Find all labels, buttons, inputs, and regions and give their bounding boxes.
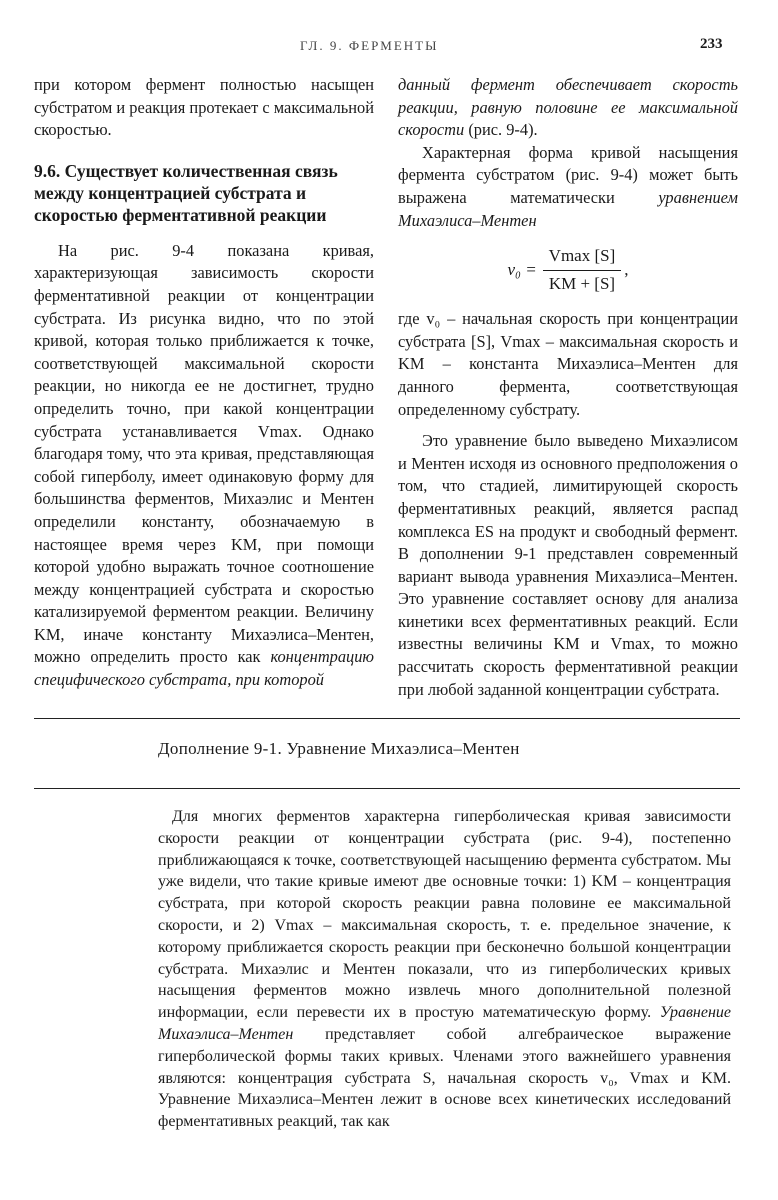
formula-lhs: v₀ = <box>507 259 537 279</box>
page-number: 233 <box>700 36 723 52</box>
section-title: 9.6. Существует количественная связь между концентрацией субстрата и скоростью ферментативной реакции <box>34 160 338 225</box>
running-head: ГЛ. 9. ФЕРМЕНТЫ <box>300 38 439 53</box>
formula-definitions: где v₀ – начальная скорость при концентрации субстрата [S], Vmax – максимальная скорость и KM – константа Михаэлиса–Ментен для данного фермента, соответствующая определенному субстрату. <box>398 309 738 419</box>
left-paragraph-italic: концентрацию специфического субстрата, при которой <box>34 647 374 690</box>
left-column <box>34 74 374 692</box>
supplement-text-part2: представляет собой алгебраическое выражение гиперболической формы таких кривых. Членами этого важнейшего уравнения являются: концентрация субстрата S, начальная скорость v₀, Vmax и KM. Уравнение Михаэлиса–Ментен лежит в основе всех кинетических исследований ферментативных реакций, так как <box>158 1025 731 1131</box>
left-paragraph-text: На рис. 9-4 показана кривая, характеризующая зависимость скорости ферментативной реакции от концентрации субстрата. Из рисунка видно, что по этой кривой, которая только приближается к точке, соответствующей максимальной скорости реакции, но никогда ее не достигнет, трудно определить точно, при какой концентрации субстрата устанавливается Vmax. Однако благодаря тому, что эта кривая, представляющая собой гиперболу, имеет одинаковую форму для большинства ферментов, Михаэлис и Ментен определили константу, обозначаемую в настоящее время через KM, при помощи которой удобно выражать точное соотношение между концентрацией субстрата и скоростью катализируемой ферментом реакции. Величину KM, иначе константу Михаэлиса–Ментен, можно определить просто как <box>34 240 374 667</box>
right-column <box>398 74 738 701</box>
supplement-bottom-rule <box>34 788 740 789</box>
supplement-body <box>158 806 731 1133</box>
supplement-title: Дополнение 9-1. Уравнение Михаэлиса–Ментен <box>158 739 520 758</box>
right-carry-over <box>398 74 738 142</box>
left-paragraph <box>34 240 374 692</box>
right-carry-over-tail: (рис. 9-4). <box>468 120 538 140</box>
supplement-text-part1: Для многих ферментов характерна гиперболическая кривая зависимости скорости реакции от концентрации субстрата (рис. 9-4), постепенно приближающаяся к точке, соответствующей насыщению фермента субстратом. Мы уже видели, что такие кривые имеют две основные точки: 1) KM – концентрация субстрата, при которой скорость реакции равна половине ее максимальной скорости, и 2) Vmax – максимальная скорость, т. е. предельное значение, к которому приближается скорость реакции при бесконечно большой концентрации субстрата. Михаэлис и Ментен показали, что из гиперболических кривых насыщения ферментов можно извлечь много дополнительной полезной информации, если перевести их в простую математическую форму. <box>158 808 731 1022</box>
formula-denominator: KM + [S] <box>548 273 616 293</box>
formula-fraction <box>543 245 622 295</box>
supplement-paragraph <box>158 806 731 1133</box>
formula-intro <box>398 142 738 232</box>
formula-intro-italic: уравнением Михаэлиса–Ментен <box>398 187 738 230</box>
michaelis-menten-formula <box>398 242 738 298</box>
right-carry-over-italic: данный фермент обеспечивает скорость реакции, равную половине ее максимальной скорости <box>398 75 738 140</box>
formula-numerator: Vmax [S] <box>543 245 622 271</box>
left-carry-over: при котором фермент полностью насыщен субстратом и реакция протекает с максимальной скоростью. <box>34 75 374 140</box>
derivation-paragraph: Это уравнение было выведено Михаэлисом и Ментен исходя из основного предположения о том, что стадией, лимитирующей скорость ферментативных реакций, является распад комплекса ES на продукт и свободный фермент. В дополнении 9-1 представлен современный вариант вывода уравнения Михаэлиса–Ментен. Это уравнение составляет основу для анализа кинетики всех ферментативных реакций. Если известны величины KM и Vmax, то можно рассчитать скорость ферментативной реакции при любой заданной концентрации субстрата. <box>398 431 738 699</box>
supplement-italic: Уравнение Михаэлиса–Ментен <box>158 1004 731 1043</box>
formula-intro-text: Характерная форма кривой насыщения фермента субстратом (рис. 9-4) может быть выражена математически <box>398 142 738 207</box>
supplement-top-rule <box>34 718 740 719</box>
formula-tail: , <box>624 259 629 279</box>
